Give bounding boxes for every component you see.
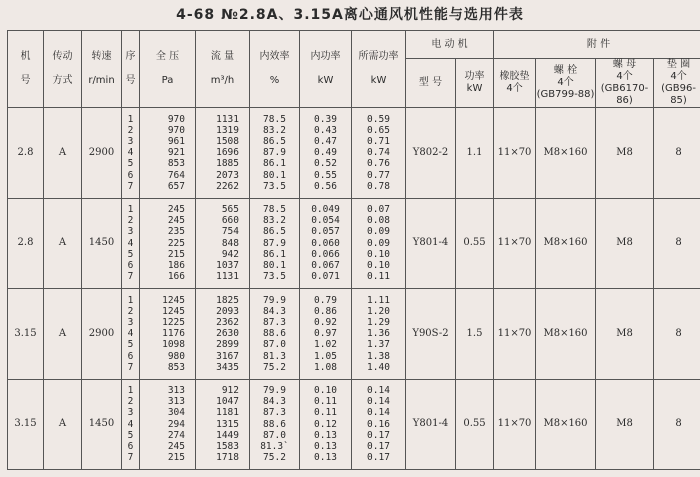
motor-power-cell: 1.5 bbox=[456, 289, 494, 380]
pressure-cell: 245 245 235 225 215 186 166 bbox=[140, 198, 196, 289]
header-machine-no: 机 号 bbox=[8, 31, 44, 108]
motor-power-cell: 1.1 bbox=[456, 108, 494, 199]
efficiency-cell: 79.9 84.3 87.3 88.6 87.0 81.3` 75.2 bbox=[250, 379, 300, 470]
nut-cell: M8 bbox=[596, 108, 654, 199]
internal-power-cell: 0.10 0.11 0.11 0.12 0.13 0.13 0.13 bbox=[300, 379, 352, 470]
nut-cell: M8 bbox=[596, 289, 654, 380]
flow-cell: 912 1047 1181 1315 1449 1583 1718 bbox=[196, 379, 250, 470]
bolt-cell: M8×160 bbox=[536, 198, 596, 289]
header-internal-power: 内功率 kW bbox=[300, 31, 352, 108]
fan-performance-table bbox=[7, 30, 700, 470]
washer-cell: 8 bbox=[654, 108, 700, 199]
drive-cell: A bbox=[44, 379, 82, 470]
motor-model-cell: Y90S-2 bbox=[406, 289, 456, 380]
flow-cell: 565 660 754 848 942 1037 1131 bbox=[196, 198, 250, 289]
required-power-cell: 1.11 1.20 1.29 1.36 1.37 1.38 1.40 bbox=[352, 289, 406, 380]
table-row bbox=[8, 198, 700, 289]
header-pressure: 全 压 Pa bbox=[140, 31, 196, 108]
header-required-power: 所需功率 kW bbox=[352, 31, 406, 108]
seq-cell: 1 2 3 4 5 6 7 bbox=[122, 108, 140, 199]
table-row bbox=[8, 379, 700, 470]
washer-cell: 8 bbox=[654, 289, 700, 380]
header-efficiency: 内效率 % bbox=[250, 31, 300, 108]
header-washer: 垫 圈 4个 (GB96-85) bbox=[654, 59, 700, 108]
pressure-cell: 970 970 961 921 853 764 657 bbox=[140, 108, 196, 199]
header-speed: 转速 r/min bbox=[82, 31, 122, 108]
washer-cell: 8 bbox=[654, 379, 700, 470]
flow-cell: 1825 2093 2362 2630 2899 3167 3435 bbox=[196, 289, 250, 380]
table-row bbox=[8, 289, 700, 380]
rubber-pad-cell: 11×70 bbox=[494, 289, 536, 380]
required-power-cell: 0.14 0.14 0.14 0.16 0.17 0.17 0.17 bbox=[352, 379, 406, 470]
efficiency-cell: 79.9 84.3 87.3 88.6 87.0 81.3 75.2 bbox=[250, 289, 300, 380]
motor-model-cell: Y801-4 bbox=[406, 379, 456, 470]
table-title: 4-68 №2.8A、3.15A离心通风机性能与选用件表 bbox=[176, 7, 524, 23]
header-bolt: 螺 栓 4个 (GB799-88) bbox=[536, 59, 596, 108]
header-motor-model: 型 号 bbox=[406, 59, 456, 108]
machine-no-cell: 2.8 bbox=[8, 198, 44, 289]
motor-power-cell: 0.55 bbox=[456, 379, 494, 470]
nut-cell: M8 bbox=[596, 379, 654, 470]
rubber-pad-cell: 11×70 bbox=[494, 379, 536, 470]
rubber-pad-cell: 11×70 bbox=[494, 108, 536, 199]
internal-power-cell: 0.049 0.054 0.057 0.060 0.066 0.067 0.071 bbox=[300, 198, 352, 289]
drive-cell: A bbox=[44, 108, 82, 199]
speed-cell: 1450 bbox=[82, 379, 122, 470]
bolt-cell: M8×160 bbox=[536, 379, 596, 470]
header-motor-power: 功率 kW bbox=[456, 59, 494, 108]
washer-cell: 8 bbox=[654, 198, 700, 289]
header-accessories: 附 件 bbox=[494, 31, 700, 59]
header-drive: 传动 方式 bbox=[44, 31, 82, 108]
drive-cell: A bbox=[44, 198, 82, 289]
table-row bbox=[8, 108, 700, 199]
machine-no-cell: 3.15 bbox=[8, 379, 44, 470]
bolt-cell: M8×160 bbox=[536, 289, 596, 380]
machine-no-cell: 3.15 bbox=[8, 289, 44, 380]
efficiency-cell: 78.5 83.2 86.5 87.9 86.1 80.1 73.5 bbox=[250, 108, 300, 199]
machine-no-cell: 2.8 bbox=[8, 108, 44, 199]
seq-cell: 1 2 3 4 5 6 7 bbox=[122, 379, 140, 470]
header-seq: 序 号 bbox=[122, 31, 140, 108]
internal-power-cell: 0.39 0.43 0.47 0.49 0.52 0.55 0.56 bbox=[300, 108, 352, 199]
flow-cell: 1131 1319 1508 1696 1885 2073 2262 bbox=[196, 108, 250, 199]
speed-cell: 2900 bbox=[82, 108, 122, 199]
bolt-cell: M8×160 bbox=[536, 108, 596, 199]
header-nut: 螺 母 4个 (GB6170-86) bbox=[596, 59, 654, 108]
header-motor: 电 动 机 bbox=[406, 31, 494, 59]
motor-model-cell: Y801-4 bbox=[406, 198, 456, 289]
header-flow: 流 量 m³/h bbox=[196, 31, 250, 108]
seq-cell: 1 2 3 4 5 6 7 bbox=[122, 289, 140, 380]
speed-cell: 2900 bbox=[82, 289, 122, 380]
required-power-cell: 0.07 0.08 0.09 0.09 0.10 0.10 0.11 bbox=[352, 198, 406, 289]
seq-cell: 1 2 3 4 5 6 7 bbox=[122, 198, 140, 289]
speed-cell: 1450 bbox=[82, 198, 122, 289]
drive-cell: A bbox=[44, 289, 82, 380]
rubber-pad-cell: 11×70 bbox=[494, 198, 536, 289]
motor-model-cell: Y802-2 bbox=[406, 108, 456, 199]
pressure-cell: 1245 1245 1225 1176 1098 980 853 bbox=[140, 289, 196, 380]
nut-cell: M8 bbox=[596, 198, 654, 289]
pressure-cell: 313 313 304 294 274 245 215 bbox=[140, 379, 196, 470]
motor-power-cell: 0.55 bbox=[456, 198, 494, 289]
header-rubber-pad: 橡胶垫 4个 bbox=[494, 59, 536, 108]
internal-power-cell: 0.79 0.86 0.92 0.97 1.02 1.05 1.08 bbox=[300, 289, 352, 380]
efficiency-cell: 78.5 83.2 86.5 87.9 86.1 80.1 73.5 bbox=[250, 198, 300, 289]
required-power-cell: 0.59 0.65 0.71 0.74 0.76 0.77 0.78 bbox=[352, 108, 406, 199]
